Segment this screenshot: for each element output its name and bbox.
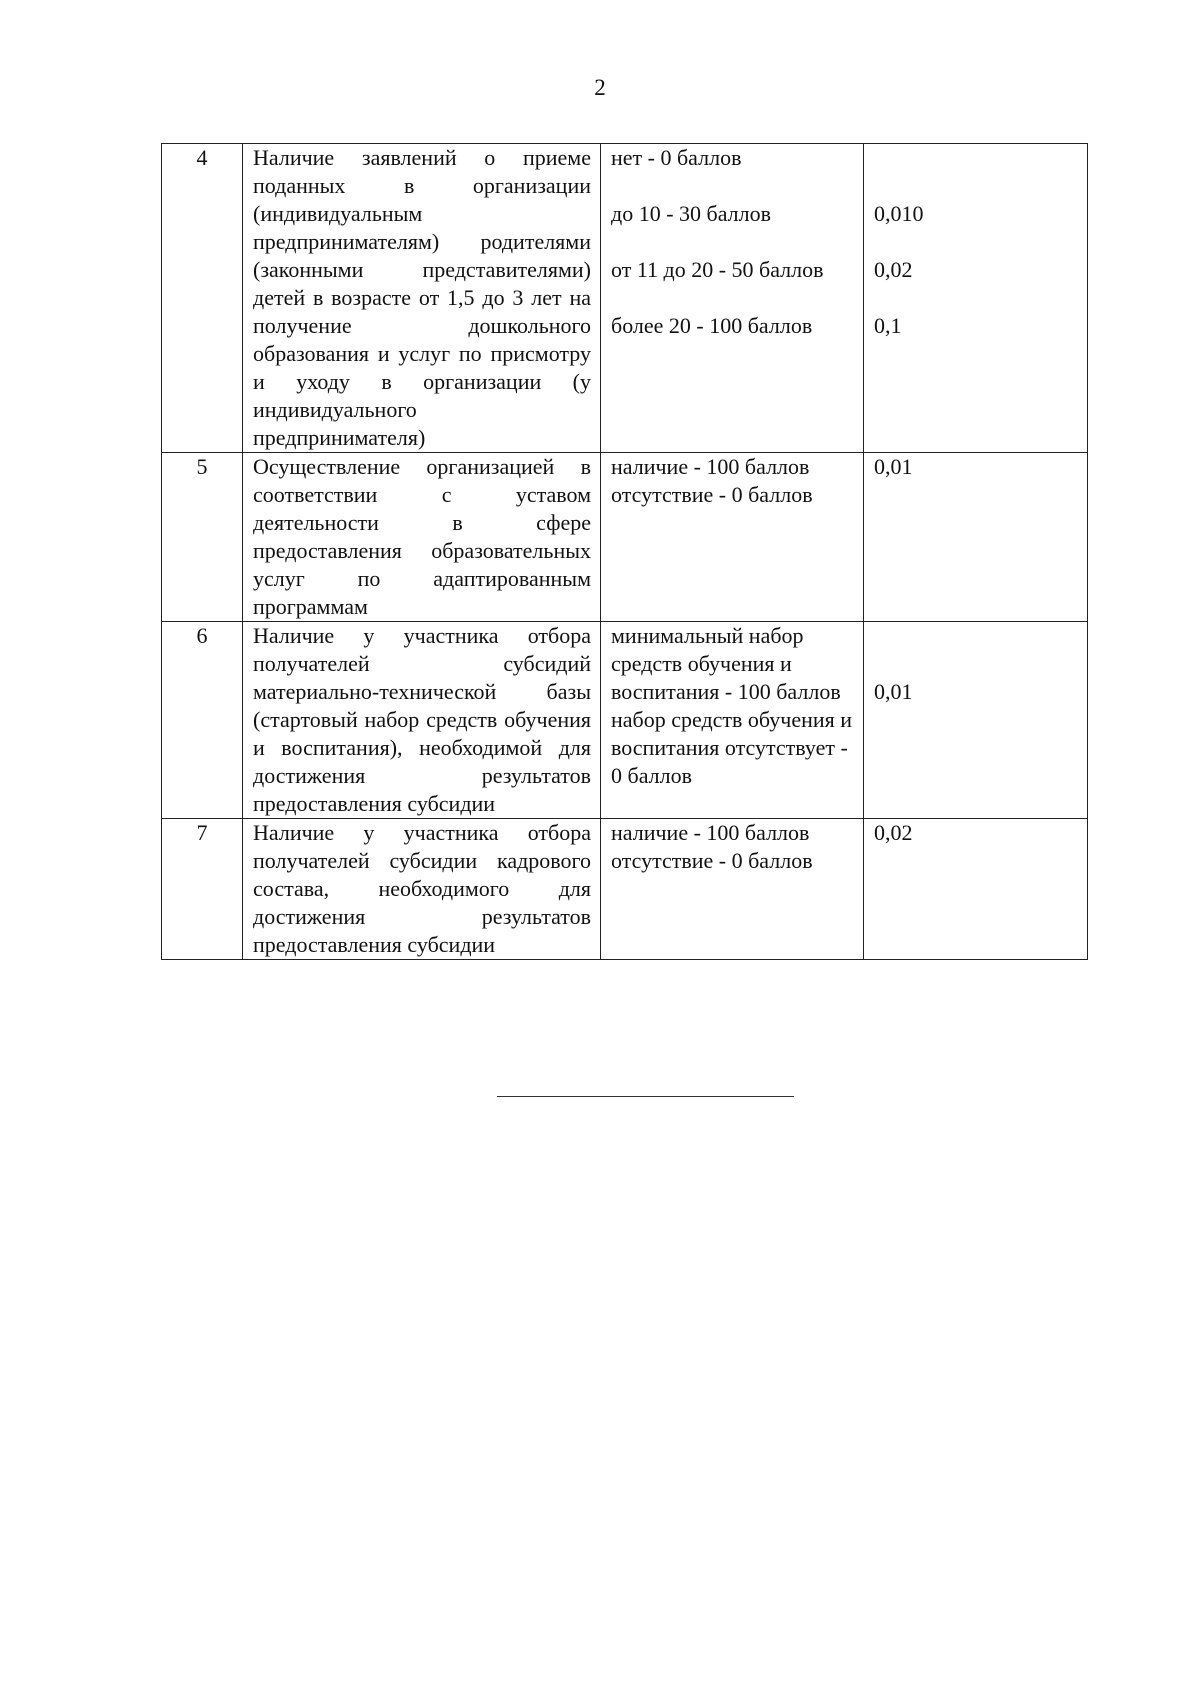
- score-option: до 10 - 30 баллов: [611, 201, 772, 226]
- table-row: [162, 819, 1088, 960]
- score-option: набор средств обучения и воспитания отсутствует - 0 баллов: [611, 707, 853, 788]
- coefficient-value: 0,1: [874, 313, 902, 338]
- row-number: 7: [162, 819, 243, 960]
- table-row: [162, 453, 1088, 622]
- score-option: отсутствие - 0 баллов: [611, 848, 813, 873]
- score-option: наличие - 100 баллов: [611, 454, 810, 479]
- page-number: 2: [594, 75, 606, 100]
- score-cell: [601, 622, 864, 819]
- coefficient-cell: [864, 622, 1088, 819]
- score-option: от 11 до 20 - 50 баллов: [611, 257, 824, 282]
- score-cell: [601, 453, 864, 622]
- score-option: отсутствие - 0 баллов: [611, 482, 813, 507]
- table-row: [162, 622, 1088, 819]
- row-number: 4: [162, 144, 243, 453]
- score-option: более 20 - 100 баллов: [611, 313, 813, 338]
- row-number: 6: [162, 622, 243, 819]
- score-option: минимальный набор средств обучения и воспитания - 100 баллов: [611, 623, 841, 704]
- criterion-description: Осуществление организацией в соответствии с уставом деятельности в сфере предоставления образовательных услуг по адаптированным программам: [243, 453, 601, 622]
- criterion-description: Наличие заявлений о приеме поданных в организации (индивидуальным предпринимателям) родителями (законными представителями) детей в возрасте от 1,5 до 3 лет на получение дошкольного образования и услуг по присмотру и уходу в организации (у индивидуального предпринимателя): [243, 144, 601, 453]
- criteria-table: [161, 143, 1088, 960]
- coefficient-value: 0,01: [874, 679, 913, 704]
- score-cell: [601, 819, 864, 960]
- criterion-description: Наличие у участника отбора получателей субсидии кадрового состава, необходимого для достижения результатов предоставления субсидии: [243, 819, 601, 960]
- criterion-description: Наличие у участника отбора получателей субсидий материально-технической базы (стартовый набор средств обучения и воспитания), необходимой для достижения результатов предоставления субсидии: [243, 622, 601, 819]
- coefficient-value: 0,010: [874, 201, 924, 226]
- score-cell: [601, 144, 864, 453]
- score-option: наличие - 100 баллов: [611, 820, 810, 845]
- table-row: [162, 144, 1088, 453]
- end-separator-line: [497, 1096, 794, 1097]
- coefficient-value: 0,01: [864, 453, 1088, 622]
- coefficient-cell: [864, 144, 1088, 453]
- score-option: нет - 0 баллов: [611, 145, 742, 170]
- row-number: 5: [162, 453, 243, 622]
- coefficient-value: [874, 144, 1078, 172]
- coefficient-value: 0,02: [874, 257, 913, 282]
- coefficient-value: 0,02: [864, 819, 1088, 960]
